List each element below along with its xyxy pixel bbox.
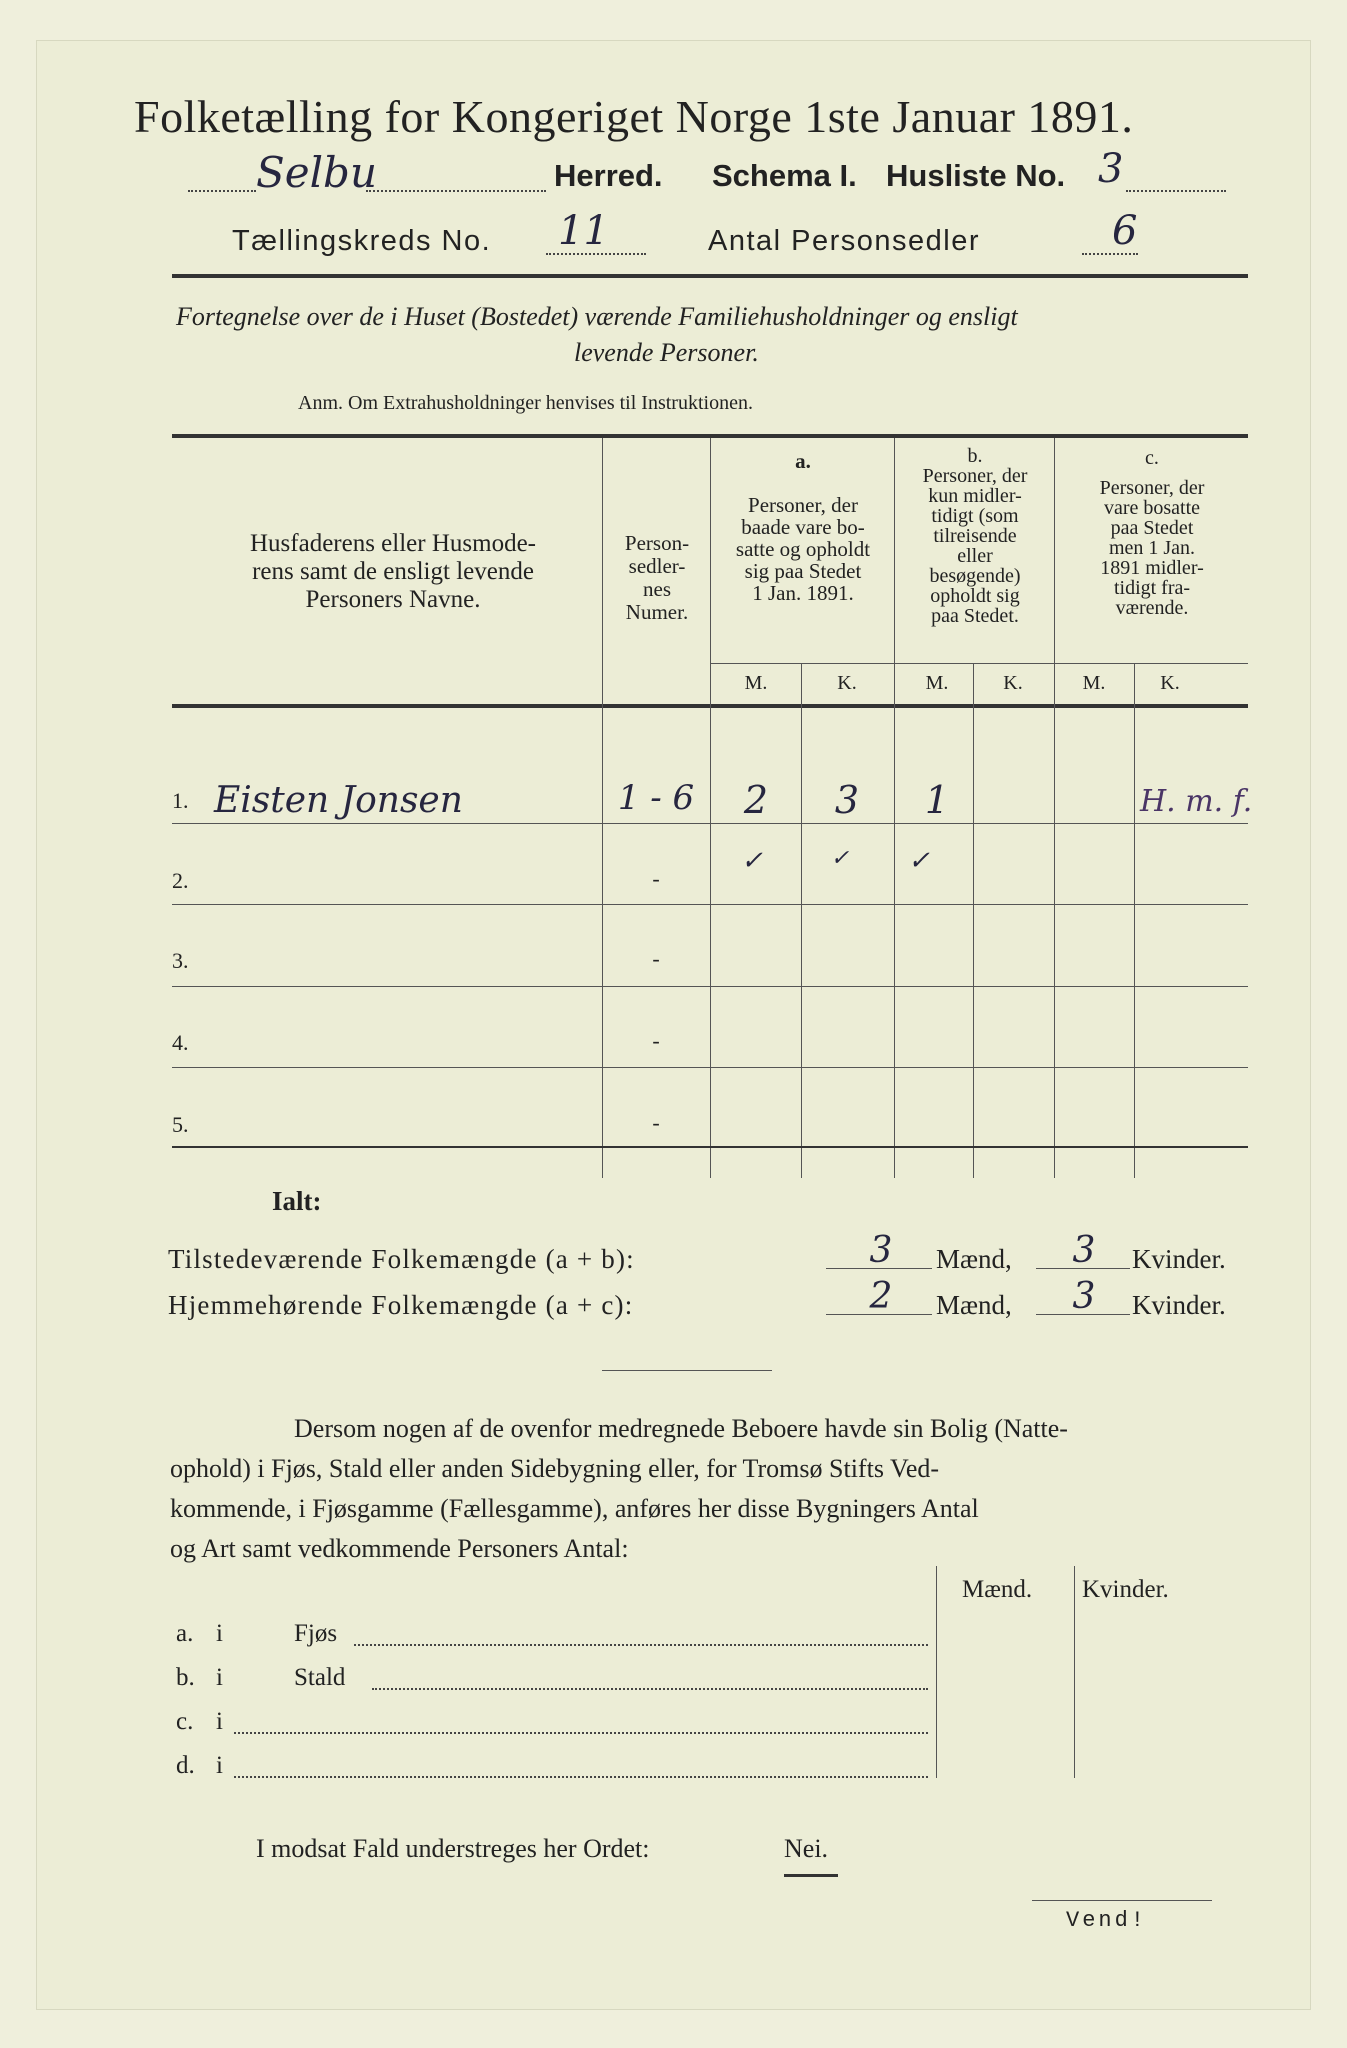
- subtitle-line2: levende Personer.: [574, 338, 759, 367]
- antal-value: 6: [1112, 208, 1138, 254]
- b-m-label: M.: [925, 672, 949, 694]
- footer-word: Nei.: [784, 1834, 829, 1863]
- a-k-label: K.: [837, 672, 857, 694]
- header-numer: Person- sedler- nes Numer.: [624, 531, 690, 624]
- header-names: Husfaderens eller Husmode- rens samt de ensligt levende Personers Navne.: [249, 530, 536, 613]
- vend-label: Vend!: [1066, 1908, 1148, 1933]
- tilstede-label: Tilstedeværende Folkemængde (a + b):: [168, 1244, 635, 1274]
- kreds-label: Tællingskreds No.: [232, 225, 492, 257]
- kreds-value: 11: [558, 208, 609, 254]
- hjemme-maend: 2: [869, 1276, 893, 1317]
- hjemme-label: Hjemmehørende Folkemængde (a + c):: [168, 1290, 634, 1320]
- ialt-label: Ialt:: [272, 1186, 322, 1216]
- build-maend-header: Mænd.: [962, 1576, 1033, 1603]
- header-c: c. Personer, der vare bosatte paa Stedet men 1 Jan. 1891 midler- tidigt fra- værende.: [1099, 447, 1205, 619]
- form-title: Folketælling for Kongeriget Norge 1ste Januar 1891.: [134, 91, 1134, 142]
- hjemme-kvinder: 3: [1072, 1276, 1096, 1317]
- footer-text: I modsat Fald understreges her Ordet:: [256, 1834, 650, 1863]
- build-kvinder-header: Kvinder.: [1082, 1576, 1169, 1603]
- a-m-label: M.: [744, 672, 768, 694]
- note: Anm. Om Extrahusholdninger henvises til Instruktionen.: [298, 392, 753, 414]
- paragraph-line3: kommende, i Fjøsgamme (Fællesgamme), anføres her disse Bygningers Antal: [170, 1494, 979, 1523]
- c-m-label: M.: [1082, 672, 1106, 694]
- header-b: b. Personer, der kun midler- tidigt (som tilreisende eller besøgende) opholdt sig paa Stedet.: [922, 445, 1028, 627]
- paragraph-line1: Dersom nogen af de ovenfor medregnede Beboere havde sin Bolig (Natte-: [294, 1414, 1068, 1443]
- subtitle-line1: Fortegnelse over de i Huset (Bostedet) værende Familiehusholdninger og ensligt: [176, 302, 1018, 331]
- b-k-label: K.: [1003, 672, 1023, 694]
- herred-value: Selbu: [256, 148, 377, 197]
- husliste-label: Husliste No.: [886, 158, 1066, 193]
- herred-label: Herred.: [554, 158, 663, 193]
- husliste-value: 3: [1098, 146, 1124, 192]
- paragraph-line4: og Art samt vedkommende Personers Antal:: [170, 1534, 629, 1563]
- row-name: Eisten Jonsen: [214, 780, 463, 821]
- tilstede-kvinder: 3: [1072, 1230, 1096, 1271]
- census-form: Folketælling for Kongeriget Norge 1ste Januar 1891. Selbu Herred. Schema I. Husliste No. 3 Tællingskreds No. 11 Antal Personsedler 6 Fortegnelse over de i Huset (Bostedet) værende Familiehusholdninger og ensligt levende Personer. Anm. Om Extrahusholdninger henvises til Instruktionen. Husfaderens eller Husmode- rens samt de ensligt levende Personers Navne. Person- sedler- nes Numer. a. Personer, der baade vare bo- satte og opholdt sig paa Stedet 1 Jan. 1891. b. Personer, der kun midler- tidigt (som tilreisende eller besøgende) opholdt sig paa Stedet. c. Personer, der vare bosatte paa Stedet men 1 Jan. 1891 midler- tidigt fra- værende. M. K. M. K. M. K. 1. Eisten Jonsen 1 - 6 2 3 1 H. m. f. 2. - ✓ ✓ ✓ 3. - 4. - 5. - Ialt: Tilstedeværende Folkemængde (a + b): 3 Mænd, 3 Kvinder. Hjemmehørende Folkemængde (a + c): 2 Mænd, 3 Kvinder. Dersom nogen af de ovenfor medregnede Beboere havde sin Bolig (Natte- ophold) i Fjøs, Stald eller anden Sidebygning eller, for Tromsø Stifts Ved- kommende, i Fjøsgamme (Fællesgamme), anføres her disse Bygningers Antal og Art samt vedkommende Personers Antal: Mænd. Kvinder. a. i Fjøs b. i Stald c. i d. i I modsat Fald understreges her Ordet: Nei. Vend!: [36, 40, 1311, 2010]
- header-a: a. Personer, der baade vare bo- satte og opholdt sig paa Stedet 1 Jan. 1891.: [735, 449, 871, 605]
- paragraph-line2: ophold) i Fjøs, Stald eller anden Sidebygning eller, for Tromsø Stifts Ved-: [170, 1454, 940, 1483]
- schema-label: Schema I.: [712, 158, 857, 193]
- c-k-label: K.: [1160, 672, 1180, 694]
- tilstede-maend: 3: [869, 1230, 893, 1271]
- antal-label: Antal Personsedler: [708, 225, 981, 257]
